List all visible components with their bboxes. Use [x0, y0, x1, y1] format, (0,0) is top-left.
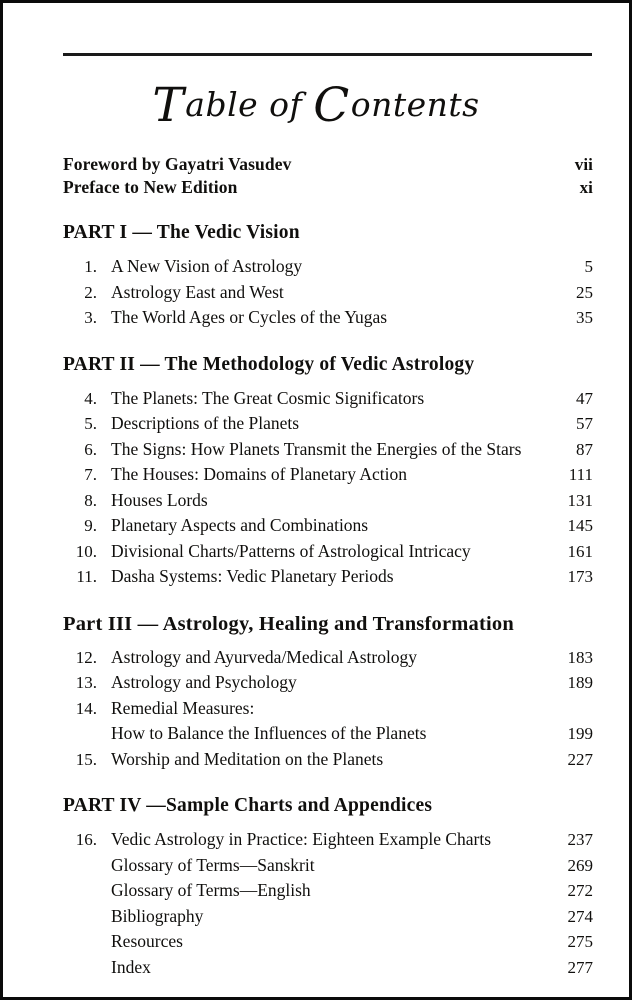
section-spacer — [63, 772, 593, 794]
chapter-page-number: 145 — [567, 516, 593, 535]
chapter-title: How to Balance the Influences of the Planets — [111, 723, 427, 743]
chapter-title: Glossary of Terms—English — [111, 880, 311, 900]
front-matter-page-number: xi — [579, 178, 593, 197]
chapter-page-number: 274 — [567, 906, 593, 926]
toc-entry-row[interactable] — [63, 904, 593, 930]
chapter-number: 12. — [75, 647, 97, 667]
front-matter-list — [63, 153, 593, 199]
chapter-number: 13. — [75, 673, 97, 692]
part-heading: PART I — The Vedic Vision — [63, 222, 300, 243]
chapter-number: 10. — [75, 541, 97, 561]
toc-entry-row[interactable] — [63, 878, 593, 904]
toc-entry-row[interactable] — [63, 411, 593, 437]
chapter-page-number: 35 — [576, 308, 593, 327]
title-initial-c: C — [313, 78, 350, 133]
toc-entry-row[interactable] — [63, 488, 593, 514]
toc-entry-row[interactable] — [63, 462, 593, 488]
toc-entry-row[interactable] — [63, 696, 593, 722]
chapter-title: Dasha Systems: Vedic Planetary Periods — [111, 566, 394, 586]
toc-entry-row[interactable] — [63, 513, 593, 539]
chapter-number: 3. — [84, 308, 97, 327]
toc-entry-row[interactable] — [63, 386, 593, 412]
chapter-title: The World Ages or Cycles of the Yugas — [111, 307, 388, 327]
chapter-page-number: 161 — [567, 541, 593, 561]
chapter-title: Astrology East and West — [111, 281, 284, 302]
page-inner — [3, 3, 629, 997]
toc-entry-row[interactable] — [63, 853, 593, 879]
front-matter-title: Preface to New Edition — [63, 177, 238, 197]
chapter-title: Divisional Charts/Patterns of Astrological Intricacy — [111, 540, 471, 561]
title-initial-t: T — [152, 78, 185, 133]
front-matter-page-number: vii — [574, 155, 593, 174]
chapter-page-number: 275 — [567, 932, 593, 951]
chapter-number: 9. — [84, 516, 97, 535]
heading-spacer — [63, 245, 593, 254]
chapter-title: Remedial Measures: — [111, 697, 255, 718]
heading-spacer — [63, 377, 593, 386]
page-title — [3, 78, 629, 133]
chapter-page-number: 173 — [567, 567, 593, 586]
chapter-page-number: 227 — [567, 749, 593, 769]
section-spacer — [63, 590, 593, 612]
chapter-page-number: 272 — [567, 881, 593, 900]
chapter-number: 1. — [84, 257, 97, 276]
chapter-title: Descriptions of the Planets — [111, 413, 300, 433]
chapter-title: Vedic Astrology in Practice: Eighteen Example Charts — [111, 829, 492, 849]
chapter-title: Bibliography — [111, 905, 204, 926]
toc-entry-row[interactable] — [63, 305, 593, 331]
chapter-page-number: 277 — [567, 957, 593, 977]
toc-entry-row[interactable] — [63, 645, 593, 671]
toc-entry-row[interactable] — [63, 539, 593, 565]
toc-entry-row[interactable] — [63, 929, 593, 955]
chapter-page-number: 131 — [567, 490, 593, 510]
part-heading: PART IV —Sample Charts and Appendices — [63, 795, 433, 816]
toc-entry-row[interactable] — [63, 254, 593, 280]
chapter-title: Glossary of Terms—Sanskrit — [111, 854, 315, 875]
parts-list — [63, 199, 593, 980]
chapter-page-number: 5 — [584, 257, 593, 276]
heading-spacer — [63, 818, 593, 827]
heading-spacer — [63, 636, 593, 645]
chapter-title: The Signs: How Planets Transmit the Energies of the Stars — [111, 438, 522, 459]
chapter-title: A New Vision of Astrology — [111, 256, 303, 276]
toc-entry-row[interactable] — [63, 827, 593, 853]
chapter-number: 6. — [84, 439, 97, 459]
chapter-page-number: 237 — [567, 830, 593, 849]
front-matter-row[interactable] — [63, 153, 593, 176]
chapter-number: 15. — [75, 749, 97, 769]
chapter-page-number: 25 — [576, 282, 593, 302]
header-rule — [63, 53, 592, 56]
chapter-page-number: 199 — [567, 724, 593, 743]
toc-entry-row[interactable] — [63, 955, 593, 981]
chapter-number: 14. — [75, 698, 97, 718]
chapter-number: 5. — [84, 414, 97, 433]
chapter-number: 16. — [75, 830, 97, 849]
chapter-title: The Planets: The Great Cosmic Significators — [111, 387, 425, 408]
toc-entry-row[interactable] — [63, 437, 593, 463]
chapter-number: 8. — [84, 490, 97, 510]
chapter-title: Astrology and Psychology — [111, 672, 297, 692]
chapter-title: Houses Lords — [111, 489, 208, 510]
chapter-title: Index — [111, 956, 151, 977]
title-text-able-of: able of — [185, 85, 314, 124]
toc-entry-row[interactable] — [63, 747, 593, 773]
title-text-ontents: ontents — [350, 85, 480, 124]
chapter-title: The Houses: Domains of Planetary Action — [111, 464, 407, 484]
front-matter-row[interactable] — [63, 176, 593, 199]
chapter-page-number: 87 — [576, 439, 593, 459]
chapter-page-number: 269 — [567, 855, 593, 875]
chapter-number: 4. — [84, 388, 97, 408]
chapter-page-number: 111 — [568, 465, 593, 484]
chapter-title: Worship and Meditation on the Planets — [111, 748, 384, 769]
chapter-number: 11. — [76, 567, 97, 586]
chapter-title: Resources — [111, 931, 183, 951]
section-spacer — [63, 199, 593, 221]
chapter-page-number: 57 — [576, 414, 593, 433]
front-matter-title: Foreword by Gayatri Vasudev — [63, 154, 292, 174]
chapter-title: Astrology and Ayurveda/Medical Astrology — [111, 646, 418, 667]
chapter-title: Planetary Aspects and Combinations — [111, 515, 369, 535]
section-spacer — [63, 331, 593, 353]
chapter-page-number: 47 — [576, 388, 593, 408]
chapter-number: 7. — [84, 465, 97, 484]
toc-entry-row[interactable] — [63, 280, 593, 306]
chapter-number: 2. — [84, 282, 97, 302]
toc-entry-row[interactable] — [63, 564, 593, 590]
toc-entry-row[interactable] — [63, 670, 593, 696]
chapter-page-number: 189 — [567, 673, 593, 692]
part-heading: PART II — The Methodology of Vedic Astrology — [63, 353, 475, 375]
chapter-page-number: 183 — [567, 647, 593, 667]
part-heading: Part III — Astrology, Healing and Transformation — [63, 612, 514, 635]
toc-entry-row[interactable] — [63, 721, 593, 747]
toc-content — [63, 153, 593, 980]
